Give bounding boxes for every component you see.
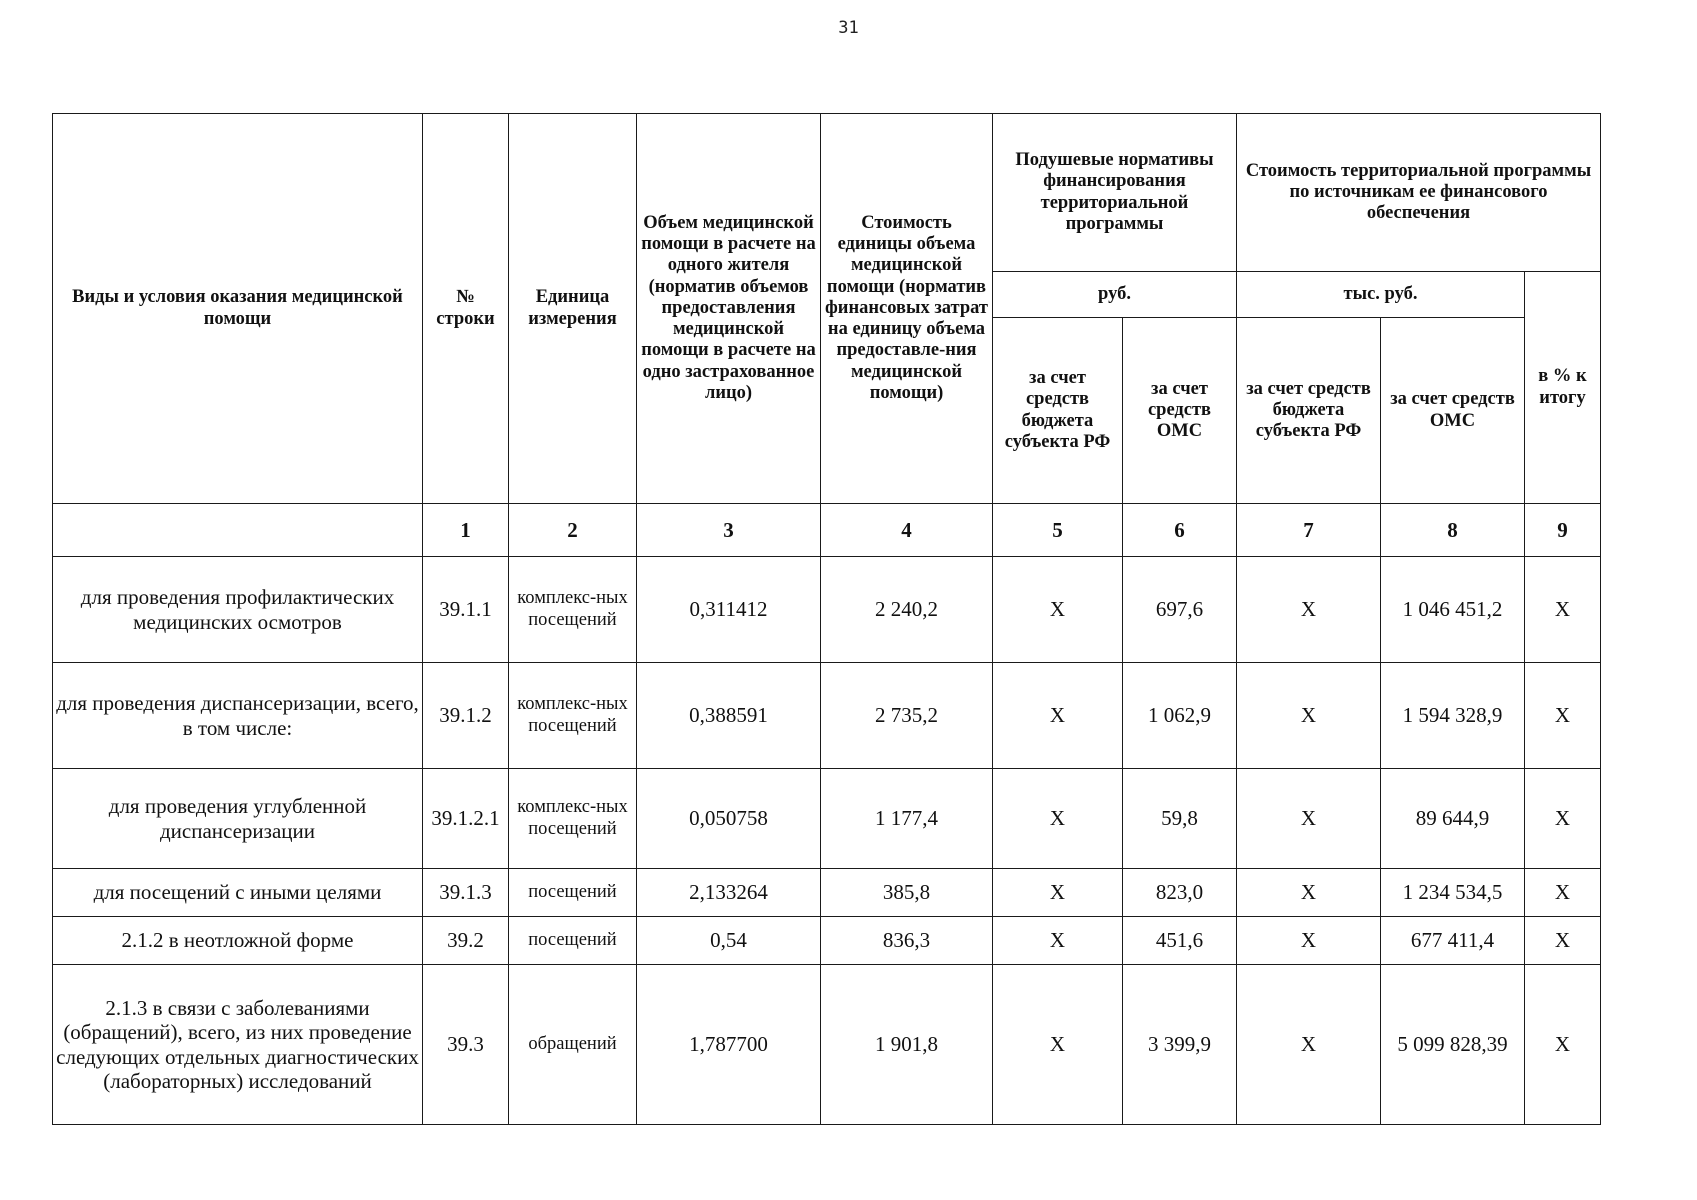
row-name: для проведения диспансеризации, всего, в том числе: [53,663,423,769]
row-number: 39.1.1 [423,557,509,663]
header-unit: Единица измерения [509,114,637,504]
row-cost: 1 901,8 [821,965,993,1125]
row-budget-rub: X [993,769,1123,869]
row-oms-thous-rub: 5 099 828,39 [1381,965,1525,1125]
row-percent: X [1525,557,1601,663]
row-oms-thous-rub: 1 046 451,2 [1381,557,1525,663]
row-budget-thous-rub: X [1237,965,1381,1125]
row-cost: 2 240,2 [821,557,993,663]
row-budget-thous-rub: X [1237,769,1381,869]
column-number: 6 [1123,504,1237,557]
column-number: 7 [1237,504,1381,557]
row-oms-thous-rub: 1 594 328,9 [1381,663,1525,769]
row-unit: комплекс-ных посещений [509,769,637,869]
row-cost: 2 735,2 [821,663,993,769]
row-name: для проведения профилактических медицинских осмотров [53,557,423,663]
row-budget-thous-rub: X [1237,557,1381,663]
row-unit: обращений [509,965,637,1125]
row-name: для посещений с иными целями [53,869,423,917]
row-unit: посещений [509,917,637,965]
column-number: 9 [1525,504,1601,557]
row-oms-rub: 697,6 [1123,557,1237,663]
row-oms-rub: 59,8 [1123,769,1237,869]
table-row [53,769,1601,869]
row-volume: 1,787700 [637,965,821,1125]
financing-table [52,113,1601,1125]
row-volume: 2,133264 [637,869,821,917]
column-number: 1 [423,504,509,557]
row-percent: X [1525,663,1601,769]
table-row [53,869,1601,917]
row-percent: X [1525,917,1601,965]
row-number: 39.3 [423,965,509,1125]
row-name: 2.1.3 в связи с заболеваниями (обращений), всего, из них проведение следующих отдельных диагностических (лабораторных) исследований [53,965,423,1125]
column-number: 8 [1381,504,1525,557]
row-volume: 0,388591 [637,663,821,769]
row-cost: 385,8 [821,869,993,917]
row-percent: X [1525,869,1601,917]
header-budget-rf-total: за счет средств бюджета субъекта РФ [1237,318,1381,504]
row-unit: комплекс-ных посещений [509,557,637,663]
row-name: 2.1.2 в неотложной форме [53,917,423,965]
row-budget-thous-rub: X [1237,917,1381,965]
row-cost: 836,3 [821,917,993,965]
row-name: для проведения углубленной диспансеризации [53,769,423,869]
column-number: 5 [993,504,1123,557]
header-types: Виды и условия оказания медицинской помощи [53,114,423,504]
header-program-cost: Стоимость территориальной программы по источникам ее финансового обеспечения [1237,114,1601,272]
row-budget-rub: X [993,557,1123,663]
table-row [53,663,1601,769]
row-oms-thous-rub: 1 234 534,5 [1381,869,1525,917]
row-volume: 0,54 [637,917,821,965]
header-thous-rub: тыс. руб. [1237,272,1525,318]
row-budget-thous-rub: X [1237,869,1381,917]
row-oms-thous-rub: 677 411,4 [1381,917,1525,965]
table-row [53,965,1601,1125]
page-number: 31 [838,18,859,38]
row-budget-rub: X [993,869,1123,917]
row-percent: X [1525,965,1601,1125]
header-rub: руб. [993,272,1237,318]
row-oms-rub: 451,6 [1123,917,1237,965]
row-volume: 0,050758 [637,769,821,869]
row-oms-thous-rub: 89 644,9 [1381,769,1525,869]
row-unit: посещений [509,869,637,917]
header-cost: Стоимость единицы объема медицинской помощи (норматив финансовых затрат на единицу объема предоставле-ния медицинской помощи) [821,114,993,504]
column-number: 2 [509,504,637,557]
row-number: 39.1.2.1 [423,769,509,869]
row-budget-thous-rub: X [1237,663,1381,769]
table-row [53,917,1601,965]
row-percent: X [1525,769,1601,869]
header-oms: за счет средств ОМС [1123,318,1237,504]
row-number: 39.1.3 [423,869,509,917]
row-budget-rub: X [993,663,1123,769]
row-cost: 1 177,4 [821,769,993,869]
row-budget-rub: X [993,965,1123,1125]
header-per-capita: Подушевые нормативы финансирования территориальной программы [993,114,1237,272]
row-oms-rub: 1 062,9 [1123,663,1237,769]
column-number: 3 [637,504,821,557]
row-number: 39.1.2 [423,663,509,769]
header-volume: Объем медицинской помощи в расчете на одного жителя (норматив объемов предоставления медицинской помощи в расчете на одно застрахованное лицо) [637,114,821,504]
header-oms-total: за счет средств ОМС [1381,318,1525,504]
row-oms-rub: 3 399,9 [1123,965,1237,1125]
column-number: 4 [821,504,993,557]
table-row [53,557,1601,663]
row-oms-rub: 823,0 [1123,869,1237,917]
column-number-empty [53,504,423,557]
row-budget-rub: X [993,917,1123,965]
header-budget-rf: за счет средств бюджета субъекта РФ [993,318,1123,504]
row-unit: комплекс-ных посещений [509,663,637,769]
row-volume: 0,311412 [637,557,821,663]
column-number-row [53,504,1601,557]
row-number: 39.2 [423,917,509,965]
header-percent: в % к итогу [1525,272,1601,504]
header-row-no: № строки [423,114,509,504]
